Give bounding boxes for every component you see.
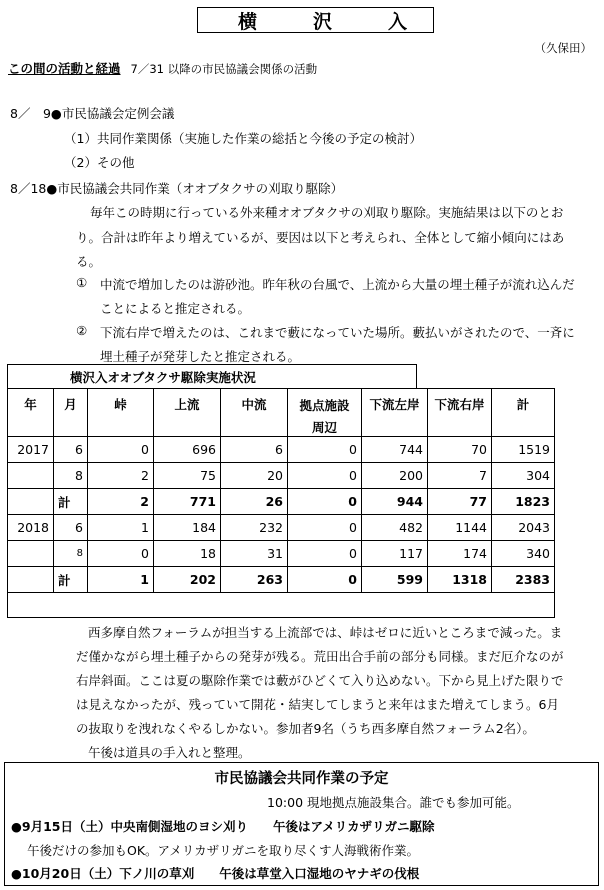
schedule-item-1-note: 午後だけの参加もOK。アメリカザリガニを取り尽くす人海戦術作業。 bbox=[27, 843, 420, 858]
header-base-line-2: 周辺 bbox=[311, 420, 337, 435]
title-char-1: 横 bbox=[238, 10, 258, 33]
note-2-line-1: 下流右岸で増えたのは、これまで藪になっていた場所。藪払いがされたので、一斉に bbox=[100, 325, 575, 340]
author: （久保田） bbox=[534, 41, 592, 55]
table-cell-lower-left: 744 bbox=[361, 436, 427, 462]
header-toge: 峠 bbox=[87, 388, 153, 436]
table-cell-toge: 0 bbox=[87, 436, 153, 462]
table-empty-row bbox=[7, 592, 555, 618]
after-line-4: は見えなかったが、残っていて開花・結実してしまうと来年はまた増えてしまう。6月 bbox=[76, 697, 559, 712]
table-cell-upstream: 771 bbox=[153, 488, 220, 514]
section-heading-sub: 7／31 以降の市民協議会関係の活動 bbox=[130, 62, 318, 76]
table-cell-total: 1519 bbox=[491, 436, 555, 462]
table-cell-lower-left: 482 bbox=[361, 514, 427, 540]
table-cell-month: 8 bbox=[53, 540, 87, 566]
table-title: 横沢入オオブタクサ駆除実施状況 bbox=[7, 364, 417, 388]
table-cell-upstream: 202 bbox=[153, 566, 220, 592]
table-cell-upstream: 18 bbox=[153, 540, 220, 566]
note-2-line-2: 埋土種子が発芽したと推定される。 bbox=[100, 349, 301, 364]
header-lower-right: 下流右岸 bbox=[427, 388, 491, 436]
after-line-1: 西多摩自然フォーラムが担当する上流部では、峠はゼロに近いところまで減った。ま bbox=[88, 625, 563, 640]
after-line-2: だ僅かながら埋土種子からの発芽が残る。荒田出合手前の部分も同様。まだ厄介なのが bbox=[76, 649, 564, 664]
table-cell-month: 計 bbox=[53, 488, 87, 514]
table-cell-year: 2018 bbox=[7, 514, 53, 540]
table-cell-total: 1823 bbox=[491, 488, 555, 514]
table-cell-lower-left: 944 bbox=[361, 488, 427, 514]
schedule-meeting: 10:00 現地拠点施設集合。誰でも参加可能。 bbox=[267, 795, 520, 810]
header-lower-left: 下流左岸 bbox=[361, 388, 427, 436]
section-heading-main: この間の活動と経過 bbox=[8, 61, 121, 76]
table-cell-midstream: 26 bbox=[220, 488, 287, 514]
note-1-line-1: 中流で増加したのは游砂池。昨年秋の台風で、上流から大量の埋土種子が流れ込んだ bbox=[100, 277, 575, 292]
header-midstream: 中流 bbox=[220, 388, 287, 436]
table-cell-base: 0 bbox=[287, 566, 361, 592]
table-cell-upstream: 75 bbox=[153, 462, 220, 488]
header-base bbox=[287, 388, 361, 436]
section-heading bbox=[8, 59, 317, 77]
table-cell-midstream: 20 bbox=[220, 462, 287, 488]
table-cell-midstream: 263 bbox=[220, 566, 287, 592]
table-cell-month: 計 bbox=[53, 566, 87, 592]
event-2-paragraph-line-3: る。 bbox=[76, 254, 102, 269]
table-cell-lower-left: 117 bbox=[361, 540, 427, 566]
schedule-heading: 市民協議会共同作業の予定 bbox=[214, 771, 389, 787]
table-cell-toge: 2 bbox=[87, 462, 153, 488]
event-2-paragraph-line-2: り。合計は昨年より増えているが、要因は以下と考えられ、全体として縮小傾向にはあ bbox=[76, 230, 565, 245]
header-year: 年 bbox=[7, 388, 53, 436]
table-cell-total: 2043 bbox=[491, 514, 555, 540]
removal-table bbox=[7, 364, 555, 618]
header-upstream: 上流 bbox=[153, 388, 220, 436]
table-cell-lower-right: 7 bbox=[427, 462, 491, 488]
table-cell-base: 0 bbox=[287, 514, 361, 540]
table-cell-month: 8 bbox=[53, 462, 87, 488]
table-cell-total: 340 bbox=[491, 540, 555, 566]
table-cell-base: 0 bbox=[287, 462, 361, 488]
table-cell-lower-right: 77 bbox=[427, 488, 491, 514]
title-char-2: 沢 bbox=[312, 10, 332, 33]
event-1-date: 8／ 9●市民協議会定例会議 bbox=[10, 106, 175, 121]
table-cell-base: 0 bbox=[287, 540, 361, 566]
table-cell-base: 0 bbox=[287, 488, 361, 514]
table-cell-year bbox=[7, 566, 53, 592]
table-cell-toge: 1 bbox=[87, 566, 153, 592]
table-cell-upstream: 696 bbox=[153, 436, 220, 462]
table-cell-total: 2383 bbox=[491, 566, 555, 592]
table-cell-lower-right: 1318 bbox=[427, 566, 491, 592]
table-cell-lower-left: 599 bbox=[361, 566, 427, 592]
table-cell-month: 6 bbox=[53, 514, 87, 540]
table-cell-year: 2017 bbox=[7, 436, 53, 462]
table-cell-midstream: 6 bbox=[220, 436, 287, 462]
after-line-6: 午後は道具の手入れと整理。 bbox=[88, 745, 251, 760]
header-base-line-1: 拠点施設 bbox=[299, 398, 350, 413]
table-cell-lower-right: 1144 bbox=[427, 514, 491, 540]
schedule-box bbox=[4, 762, 599, 886]
table-cell-midstream: 232 bbox=[220, 514, 287, 540]
table-cell-year bbox=[7, 488, 53, 514]
document-title bbox=[197, 7, 434, 33]
event-2-paragraph-line-1: 毎年この時期に行っている外来種オオブタクサの刈取り駆除。実施結果は以下のとお bbox=[90, 205, 564, 220]
table-cell-toge: 1 bbox=[87, 514, 153, 540]
table-cell-year bbox=[7, 462, 53, 488]
table-cell-year bbox=[7, 540, 53, 566]
table-cell-total: 304 bbox=[491, 462, 555, 488]
table-cell-lower-left: 200 bbox=[361, 462, 427, 488]
table-cell-toge: 2 bbox=[87, 488, 153, 514]
table-cell-lower-right: 174 bbox=[427, 540, 491, 566]
after-line-5: の抜取りを洩れなくやるしかない。参加者9名（うち西多摩自然フォーラム2名）。 bbox=[76, 721, 535, 736]
table-cell-midstream: 31 bbox=[220, 540, 287, 566]
event-1-item-2: （2）その他 bbox=[64, 155, 135, 170]
after-line-3: 右岸斜面。ここは夏の駆除作業では藪がひどくて入り込めない。下から見上げた限りで bbox=[76, 673, 564, 688]
title-char-3: 入 bbox=[387, 10, 407, 33]
table-cell-lower-right: 70 bbox=[427, 436, 491, 462]
note-1-line-2: ことによると推定される。 bbox=[100, 301, 251, 316]
schedule-item-1: ●9月15日（土）中央南側湿地のヨシ刈り 午後はアメリカザリガニ駆除 bbox=[11, 819, 435, 834]
table-cell-toge: 0 bbox=[87, 540, 153, 566]
table-cell-base: 0 bbox=[287, 436, 361, 462]
note-1-mark: ① bbox=[76, 275, 88, 290]
event-2-date: 8／18●市民協議会共同作業（オオブタクサの刈取り駆除） bbox=[10, 181, 344, 196]
header-total: 計 bbox=[491, 388, 555, 436]
table-cell-month: 6 bbox=[53, 436, 87, 462]
note-2-mark: ② bbox=[76, 323, 88, 338]
table-cell-upstream: 184 bbox=[153, 514, 220, 540]
header-month: 月 bbox=[53, 388, 87, 436]
schedule-item-2: ●10月20日（土）下ノ川の草刈 午後は草堂入口湿地のヤナギの伐根 bbox=[11, 866, 420, 881]
event-1-item-1: （1）共同作業関係（実施した作業の総括と今後の予定の検討） bbox=[64, 131, 422, 146]
